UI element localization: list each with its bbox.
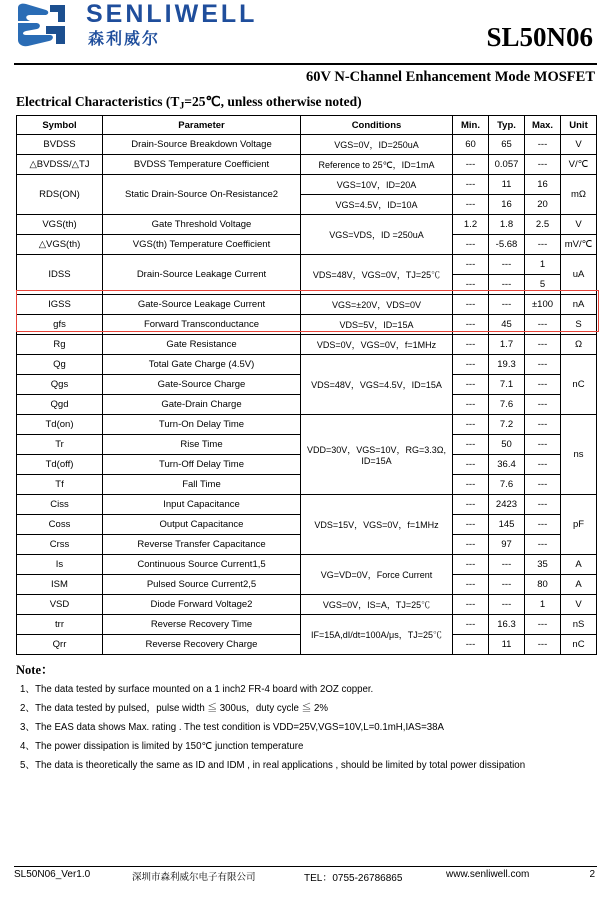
cell-min: ---	[453, 475, 489, 495]
section-title	[14, 94, 597, 111]
cell-max: ---	[525, 435, 561, 455]
col-header-unit: Unit	[561, 116, 597, 135]
cell-parameter: Drain-Source Breakdown Voltage	[103, 135, 301, 155]
table-row	[17, 335, 597, 355]
part-number: SL50N06	[486, 22, 593, 52]
cell-unit: A	[561, 575, 597, 595]
cell-min: 60	[453, 135, 489, 155]
cell-symbol: Crss	[17, 535, 103, 555]
cell-parameter: Reverse Transfer Capacitance	[103, 535, 301, 555]
page-footer	[14, 869, 597, 887]
cell-symbol: Ciss	[17, 495, 103, 515]
cell-unit: mV/℃	[561, 235, 597, 255]
cell-typ: 145	[489, 515, 525, 535]
cell-conditions: VGS=0V，IS=A，TJ=25℃	[301, 595, 453, 615]
cell-unit: nC	[561, 355, 597, 415]
cell-conditions: VGS=0V，ID=250uA	[301, 135, 453, 155]
cell-parameter: Reverse Recovery Time	[103, 615, 301, 635]
cell-symbol: ISM	[17, 575, 103, 595]
cell-typ: 16.3	[489, 615, 525, 635]
cell-unit: V/℃	[561, 155, 597, 175]
cell-symbol: Rg	[17, 335, 103, 355]
cell-symbol: Qg	[17, 355, 103, 375]
section-title-sub: J	[179, 100, 185, 112]
table-row-rdson	[17, 175, 597, 195]
cell-typ: 11	[489, 635, 525, 655]
cell-symbol: trr	[17, 615, 103, 635]
cell-typ: ---	[489, 555, 525, 575]
section-title-prefix: Electrical Characteristics (T	[16, 94, 180, 109]
cell-min: ---	[453, 615, 489, 635]
cell-max: ±100	[525, 295, 561, 315]
cell-parameter: Drain-Source Leakage Current	[103, 255, 301, 295]
cell-parameter: Forward Transconductance	[103, 315, 301, 335]
cell-max: ---	[525, 515, 561, 535]
cell-typ: 7.2	[489, 415, 525, 435]
cell-symbol: Tf	[17, 475, 103, 495]
cell-parameter: Gate-Source Leakage Current	[103, 295, 301, 315]
cell-unit: A	[561, 555, 597, 575]
cell-min: ---	[453, 455, 489, 475]
note-item: 3、The EAS data shows Max. rating . The test condition is VDD=25V,VGS=10V,L=0.1mH,IAS=38A	[20, 722, 444, 734]
notes-title: Note：	[16, 663, 54, 678]
cell-symbol: Qgd	[17, 395, 103, 415]
cell-conditions: Reference to 25℃，ID=1mA	[301, 155, 453, 175]
cell-unit: S	[561, 315, 597, 335]
cell-max: 1	[525, 255, 561, 275]
cell-min: ---	[453, 555, 489, 575]
cell-min: ---	[453, 295, 489, 315]
senliwell-logo-icon	[16, 2, 68, 48]
cell-symbol: Td(off)	[17, 455, 103, 475]
cell-parameter: Input Capacitance	[103, 495, 301, 515]
cell-min: ---	[453, 255, 489, 275]
cell-min: ---	[453, 315, 489, 335]
electrical-characteristics-table	[16, 115, 597, 655]
brand-name-cn: 森利威尔	[88, 29, 161, 48]
col-header-min: Min.	[453, 116, 489, 135]
cell-max: 35	[525, 555, 561, 575]
cell-symbol: gfs	[17, 315, 103, 335]
cell-max: ---	[525, 155, 561, 175]
table-row	[17, 415, 597, 435]
cell-conditions: VDD=30V，VGS=10V，RG=3.3Ω, ID=15A	[301, 415, 453, 495]
cell-symbol: Coss	[17, 515, 103, 535]
cell-typ: ---	[489, 295, 525, 315]
cell-max: 1	[525, 595, 561, 615]
section-title-suffix: =25℃, unless otherwise noted)	[184, 94, 362, 109]
cell-typ: 1.8	[489, 215, 525, 235]
col-header-conditions: Conditions	[301, 116, 453, 135]
header-divider	[14, 63, 597, 65]
cell-symbol: Td(on)	[17, 415, 103, 435]
cell-conditions: VGS=4.5V，ID=10A	[301, 195, 453, 215]
cell-typ: 45	[489, 315, 525, 335]
table-row	[17, 135, 597, 155]
cell-typ: 1.7	[489, 335, 525, 355]
page-header	[14, 0, 597, 62]
cell-unit: V	[561, 135, 597, 155]
cell-unit: Ω	[561, 335, 597, 355]
footer-website[interactable]: www.senliwell.com	[446, 869, 530, 880]
document-subtitle: 60V N-Channel Enhancement Mode MOSFET	[306, 69, 595, 85]
cell-parameter: Rise Time	[103, 435, 301, 455]
cell-min: ---	[453, 375, 489, 395]
table-row	[17, 495, 597, 515]
cell-unit: nA	[561, 295, 597, 315]
cell-parameter: Gate Threshold Voltage	[103, 215, 301, 235]
cell-min: ---	[453, 435, 489, 455]
cell-parameter: Diode Forward Voltage2	[103, 595, 301, 615]
cell-conditions: VGS=±20V，VDS=0V	[301, 295, 453, 315]
cell-max: 5	[525, 275, 561, 295]
cell-typ: 36.4	[489, 455, 525, 475]
cell-symbol: IDSS	[17, 255, 103, 295]
cell-unit: ns	[561, 415, 597, 495]
table-row	[17, 615, 597, 635]
cell-parameter: Reverse Recovery Charge	[103, 635, 301, 655]
cell-typ: 2423	[489, 495, 525, 515]
cell-typ: 97	[489, 535, 525, 555]
cell-min: 1.2	[453, 215, 489, 235]
cell-typ: 11	[489, 175, 525, 195]
cell-symbol: △BVDSS/△TJ	[17, 155, 103, 175]
cell-parameter: Fall Time	[103, 475, 301, 495]
cell-conditions: IF=15A,dI/dt=100A/μs，TJ=25℃	[301, 615, 453, 655]
cell-unit: V	[561, 215, 597, 235]
footer-telephone: TEL：0755-26786865	[304, 873, 403, 884]
footer-divider	[14, 866, 597, 867]
cell-conditions: VDS=48V，VGS=4.5V，ID=15A	[301, 355, 453, 415]
cell-typ: 0.057	[489, 155, 525, 175]
cell-typ: 7.6	[489, 395, 525, 415]
cell-parameter: Gate Resistance	[103, 335, 301, 355]
cell-unit: nC	[561, 635, 597, 655]
footer-company: 深圳市森利威尔电子有限公司	[132, 872, 256, 883]
cell-conditions: VDS=48V，VGS=0V，TJ=25℃	[301, 255, 453, 295]
col-header-typ: Typ.	[489, 116, 525, 135]
cell-conditions: VDS=15V，VGS=0V，f=1MHz	[301, 495, 453, 555]
table-row	[17, 155, 597, 175]
table-row	[17, 215, 597, 235]
cell-min: ---	[453, 495, 489, 515]
footer-version: SL50N06_Ver1.0	[14, 869, 91, 880]
cell-min: ---	[453, 575, 489, 595]
cell-parameter: Gate-Source Charge	[103, 375, 301, 395]
cell-unit: mΩ	[561, 175, 597, 215]
cell-unit: pF	[561, 495, 597, 555]
cell-max: ---	[525, 135, 561, 155]
cell-unit: nS	[561, 615, 597, 635]
cell-parameter: Continuous Source Current1,5	[103, 555, 301, 575]
table-row	[17, 555, 597, 575]
cell-unit: V	[561, 595, 597, 615]
cell-symbol: Is	[17, 555, 103, 575]
cell-symbol: VSD	[17, 595, 103, 615]
cell-typ: ---	[489, 595, 525, 615]
cell-typ: 7.1	[489, 375, 525, 395]
cell-min: ---	[453, 355, 489, 375]
cell-min: ---	[453, 535, 489, 555]
table-row	[17, 315, 597, 335]
cell-parameter: Static Drain-Source On-Resistance2	[103, 175, 301, 215]
cell-symbol: Qrr	[17, 635, 103, 655]
cell-min: ---	[453, 595, 489, 615]
cell-parameter: Turn-On Delay Time	[103, 415, 301, 435]
cell-conditions: VGS=VDS，ID =250uA	[301, 215, 453, 255]
cell-max: 2.5	[525, 215, 561, 235]
cell-min: ---	[453, 415, 489, 435]
cell-max: ---	[525, 335, 561, 355]
cell-symbol: RDS(ON)	[17, 175, 103, 215]
cell-typ: -5.68	[489, 235, 525, 255]
cell-max: ---	[525, 495, 561, 515]
cell-typ: 16	[489, 195, 525, 215]
footer-page-number: 2	[589, 869, 595, 880]
brand-block	[86, 0, 257, 49]
cell-symbol: Tr	[17, 435, 103, 455]
cell-symbol: △VGS(th)	[17, 235, 103, 255]
cell-max: ---	[525, 635, 561, 655]
cell-max: ---	[525, 475, 561, 495]
cell-conditions: VDS=5V，ID=15A	[301, 315, 453, 335]
cell-conditions: VDS=0V，VGS=0V，f=1MHz	[301, 335, 453, 355]
cell-max: 80	[525, 575, 561, 595]
cell-parameter: Gate-Drain Charge	[103, 395, 301, 415]
table-row	[17, 355, 597, 375]
cell-symbol: BVDSS	[17, 135, 103, 155]
cell-max: ---	[525, 455, 561, 475]
col-header-parameter: Parameter	[103, 116, 301, 135]
cell-max: 16	[525, 175, 561, 195]
table-header-row	[17, 116, 597, 135]
col-header-max: Max.	[525, 116, 561, 135]
table-row	[17, 295, 597, 315]
cell-typ: ---	[489, 275, 525, 295]
cell-max: ---	[525, 355, 561, 375]
cell-symbol: Qgs	[17, 375, 103, 395]
note-item: 2、The data tested by pulsed，pulse width ≦ 300us，duty cycle ≦ 2%	[20, 703, 329, 715]
cell-parameter: Pulsed Source Current2,5	[103, 575, 301, 595]
note-item: 1、The data tested by surface mounted on a 1 inch2 FR-4 board with 2OZ copper.	[20, 684, 374, 696]
cell-min: ---	[453, 175, 489, 195]
cell-min: ---	[453, 515, 489, 535]
cell-max: ---	[525, 235, 561, 255]
cell-symbol: IGSS	[17, 295, 103, 315]
cell-max: ---	[525, 315, 561, 335]
table-row	[17, 595, 597, 615]
cell-symbol: VGS(th)	[17, 215, 103, 235]
cell-conditions: VGS=10V，ID=20A	[301, 175, 453, 195]
cell-typ: 65	[489, 135, 525, 155]
cell-typ: ---	[489, 255, 525, 275]
cell-parameter: Turn-Off Delay Time	[103, 455, 301, 475]
cell-max: ---	[525, 395, 561, 415]
cell-typ: 19.3	[489, 355, 525, 375]
cell-parameter: BVDSS Temperature Coefficient	[103, 155, 301, 175]
cell-min: ---	[453, 235, 489, 255]
note-item: 5、The data is theoretically the same as ID and IDM , in real applications , should be limited by total power dissipation	[20, 760, 526, 772]
col-header-symbol: Symbol	[17, 116, 103, 135]
note-item: 4、The power dissipation is limited by 150℃ junction temperature	[20, 741, 304, 753]
cell-min: ---	[453, 335, 489, 355]
cell-min: ---	[453, 395, 489, 415]
cell-parameter: Output Capacitance	[103, 515, 301, 535]
notes-list	[14, 680, 597, 775]
cell-typ: ---	[489, 575, 525, 595]
cell-min: ---	[453, 635, 489, 655]
cell-parameter: VGS(th) Temperature Coefficient	[103, 235, 301, 255]
cell-parameter: Total Gate Charge (4.5V)	[103, 355, 301, 375]
cell-min: ---	[453, 155, 489, 175]
cell-typ: 50	[489, 435, 525, 455]
table-row	[17, 255, 597, 275]
cell-conditions: VG=VD=0V，Force Current	[301, 555, 453, 595]
cell-min: ---	[453, 275, 489, 295]
cell-max: ---	[525, 375, 561, 395]
cell-max: ---	[525, 415, 561, 435]
cell-max: ---	[525, 615, 561, 635]
cell-typ: 7.6	[489, 475, 525, 495]
cell-max: 20	[525, 195, 561, 215]
cell-min: ---	[453, 195, 489, 215]
cell-max: ---	[525, 535, 561, 555]
cell-unit: uA	[561, 255, 597, 295]
brand-name-en: SENLIWELL	[86, 0, 258, 28]
